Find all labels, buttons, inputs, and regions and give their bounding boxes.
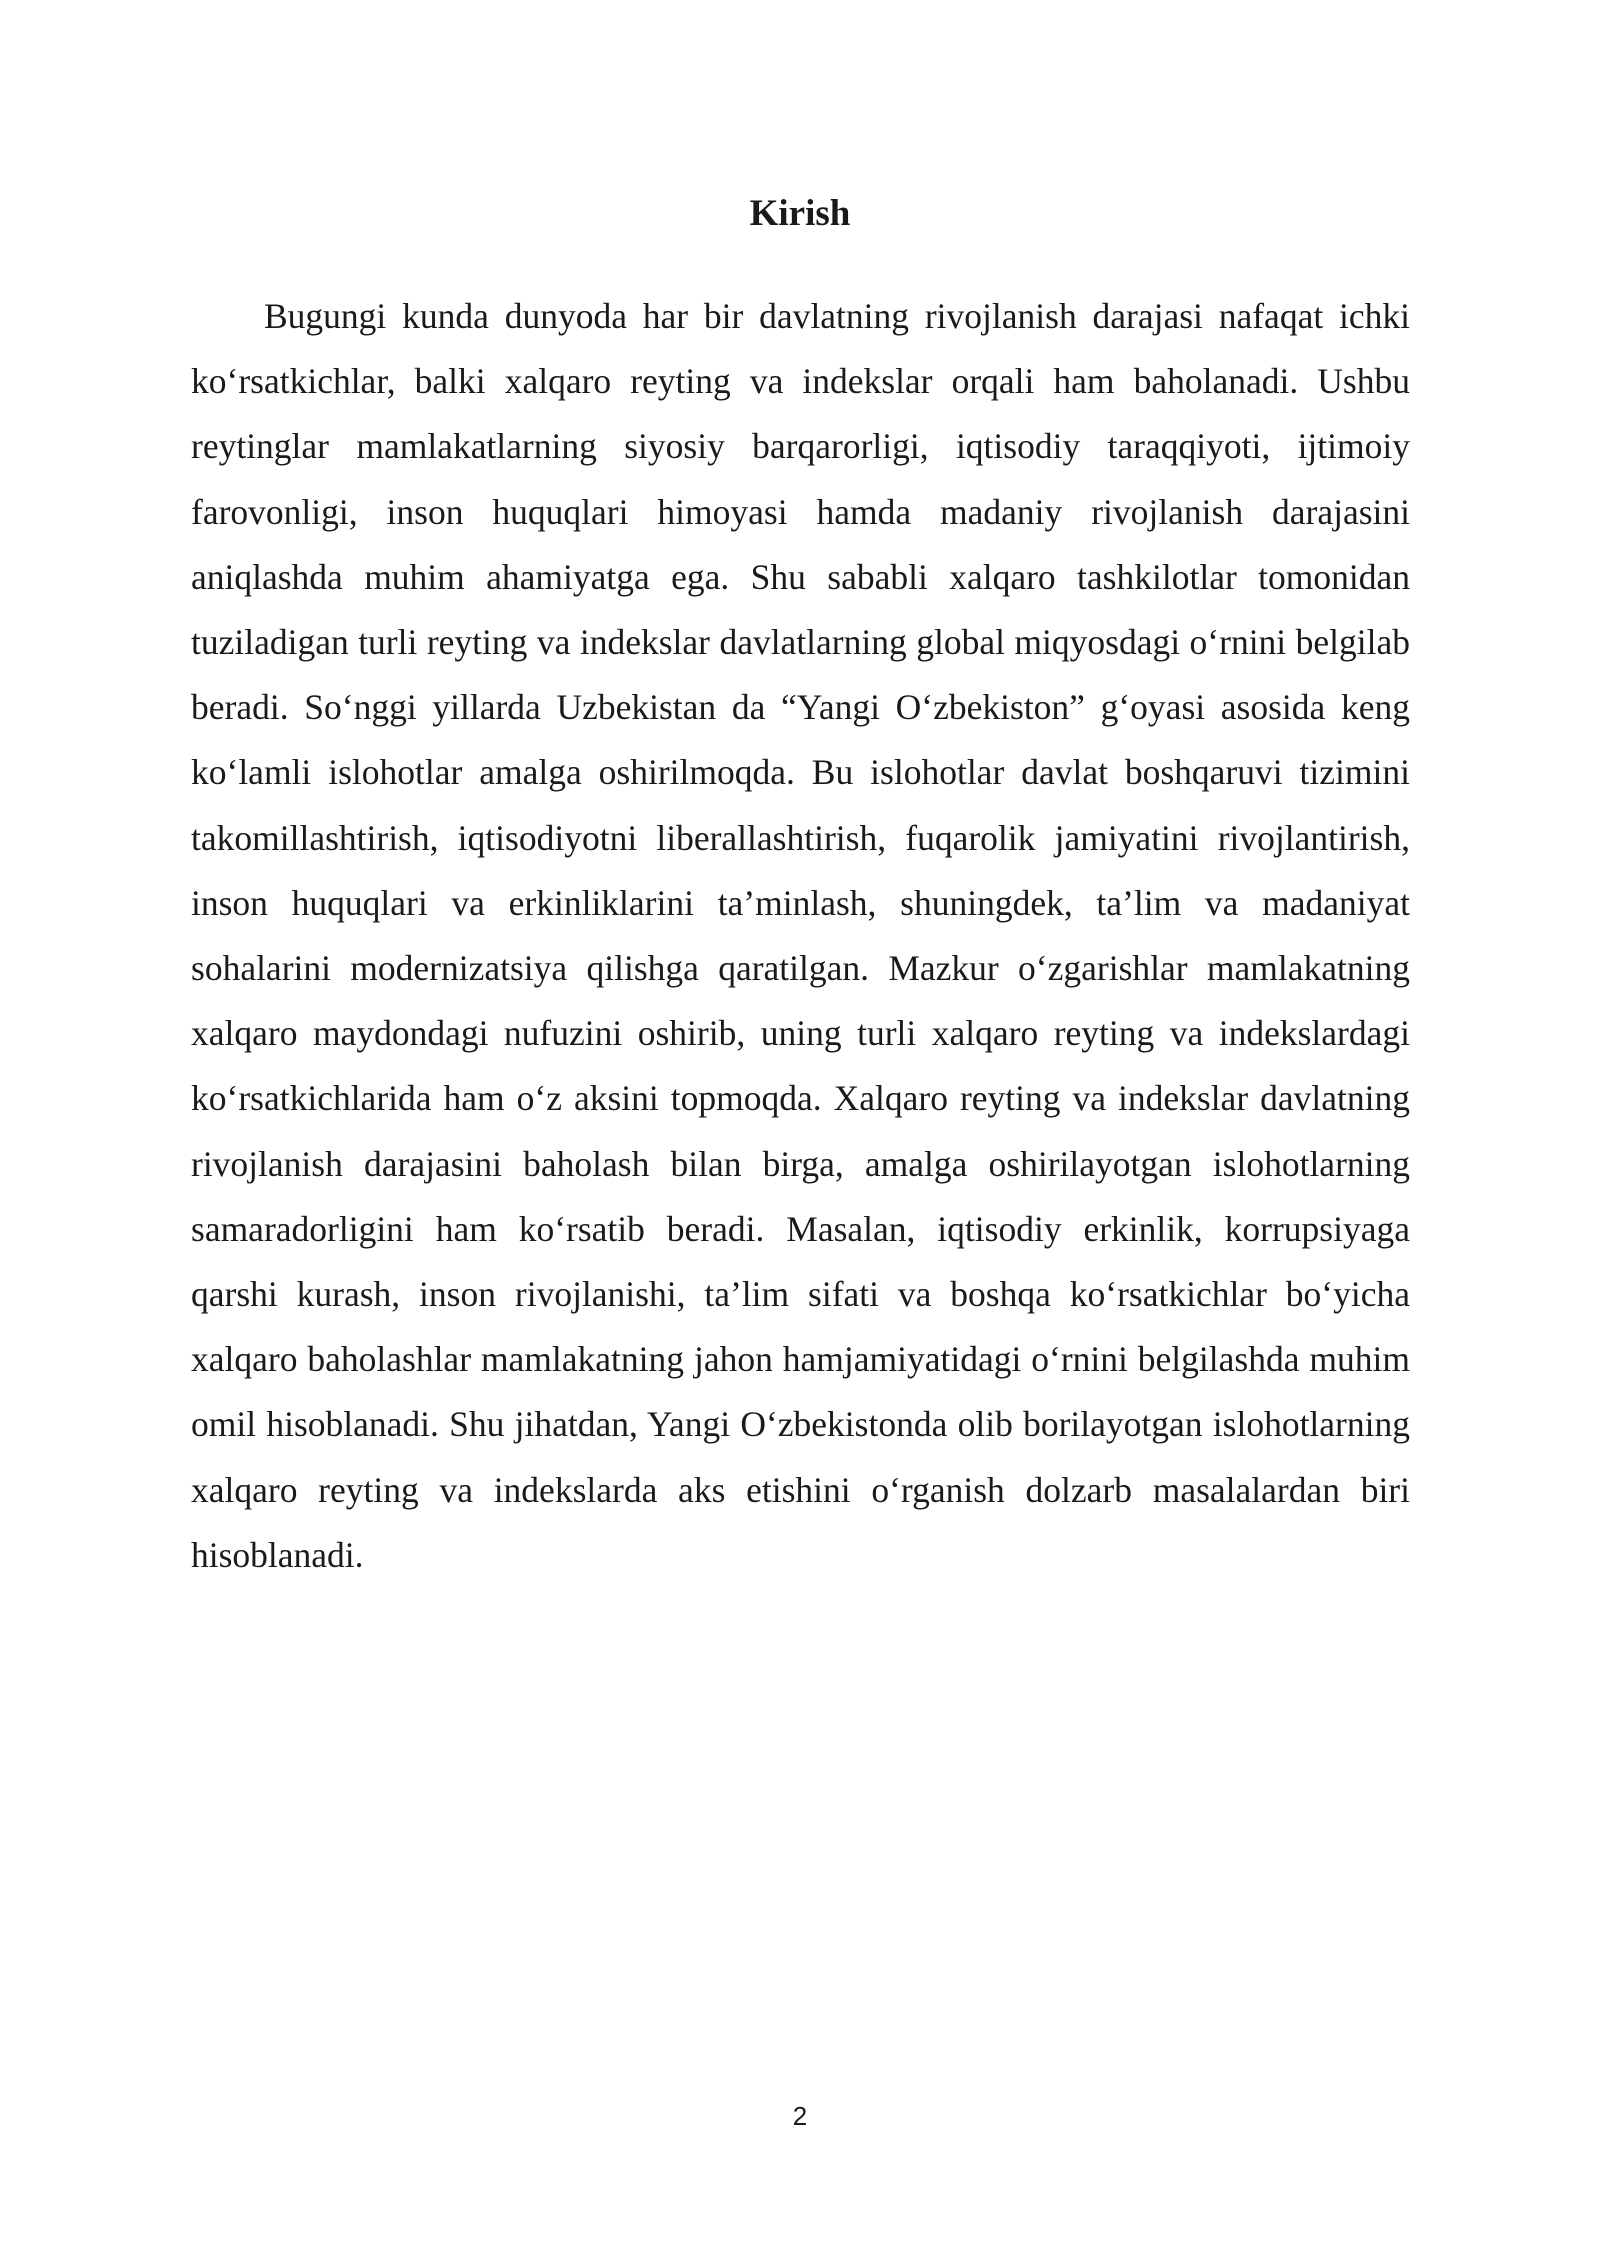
section-heading: Kirish — [749, 193, 851, 234]
body-paragraph: Bugungi kunda dunyoda har bir davlatning rivojlanish darajasi nafaqat ichki ko‘rsatkichlar, balki xalqaro reyting va indekslar orqali ham baholanadi. Ushbu reytinglar mamlakatlarning siyosiy barqarorligi, iqtisodiy taraqqiyoti, ijtimoiy farovonligi, inson huquqlari himoyasi hamda madaniy rivojlanish darajasini aniqlashda muhim ahamiyatga ega. Shu sababli xalqaro tashkilotlar tomonidan tuziladigan turli reyting va indekslar davlatlarning global miqyosdagi o‘rnini belgilab beradi. So‘nggi yillarda Uzbekistan da “Yangi O‘zbekiston” g‘oyasi asosida keng ko‘lamli islohotlar amalga oshirilmoqda. Bu islohotlar davlat boshqaruvi tizimini takomillashtirish, iqtisodiyotni liberallashtirish, fuqarolik jamiyatini rivojlantirish, inson huquqlari va erkinliklarini ta’minlash, shuningdek, ta’lim va madaniyat sohalarini modernizatsiya qilishga qaratilgan. Mazkur o‘zgarishlar mamlakatning xalqaro maydondagi nufuzini oshirib, uning turli xalqaro reyting va indekslardagi ko‘rsatkichlarida ham o‘z aksini topmoqda. Xalqaro reyting va indekslar davlatning rivojlanish darajasini baholash bilan birga, amalga oshirilayotgan islohotlarning samaradorligini ham ko‘rsatib beradi. Masalan, iqtisodiy erkinlik, korrupsiyaga qarshi kurash, inson rivojlanishi, ta’lim sifati va boshqa ko‘rsatkichlar bo‘yicha xalqaro baholashlar mamlakatning jahon hamjamiyatidagi o‘rnini belgilashda muhim omil hisoblanadi. Shu jihatdan, Yangi O‘zbekistonda olib borilayotgan islohotlarning xalqaro reyting va indekslarda aks etishini o‘rganish dolzarb masalalardan biri hisoblanadi. — [191, 296, 1410, 1575]
page-number: 2 — [792, 2101, 808, 2131]
